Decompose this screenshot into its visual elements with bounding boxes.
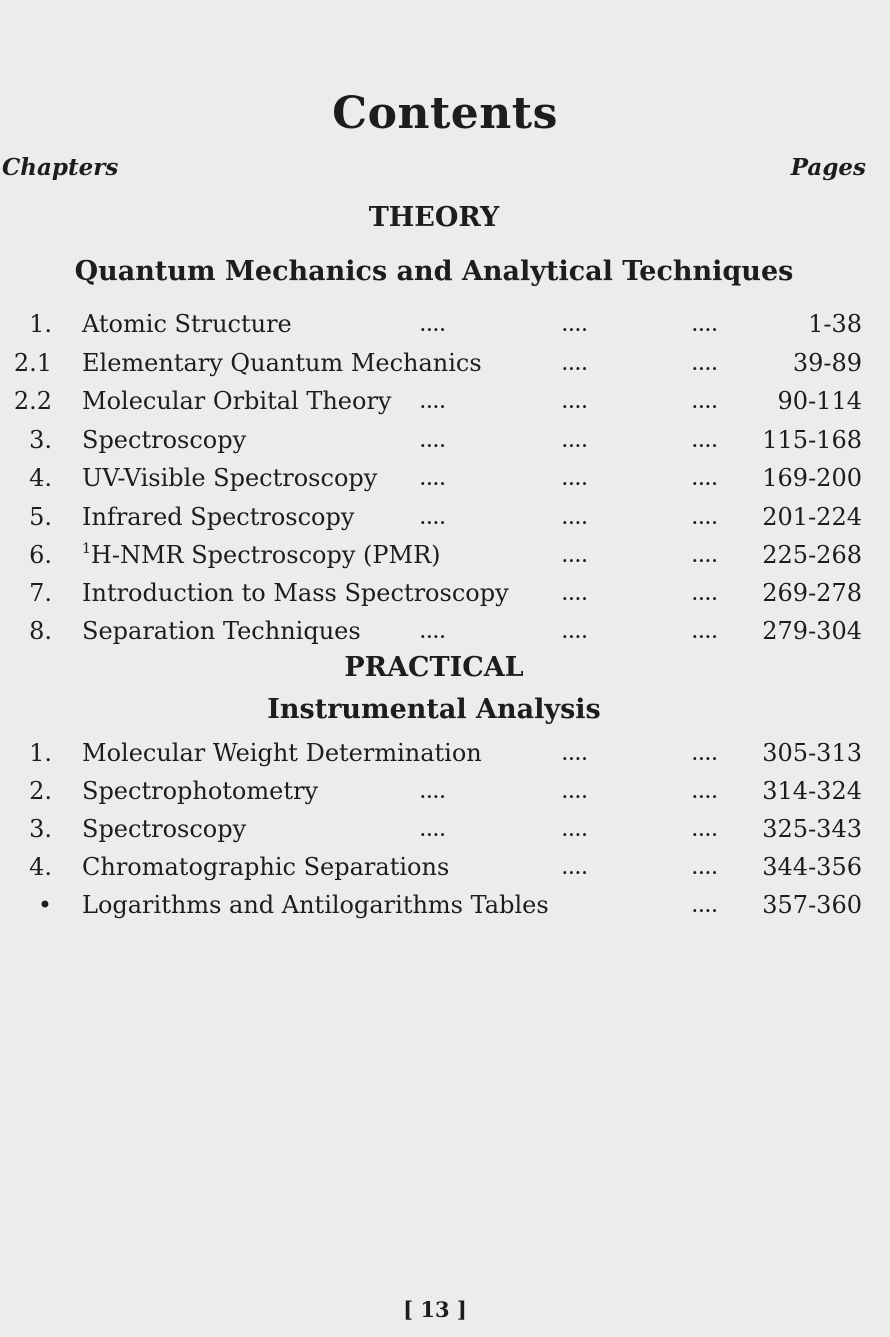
chapter-title bbox=[82, 536, 441, 574]
chapter-number: 6. bbox=[29, 541, 52, 569]
page-range: 169-200 bbox=[762, 464, 862, 492]
chapter-number: 1. bbox=[29, 310, 52, 338]
page-range: 344-356 bbox=[762, 853, 862, 881]
leader-dots: .... bbox=[562, 623, 589, 642]
page-range: 115-168 bbox=[762, 426, 862, 454]
chapter-title: Infrared Spectroscopy bbox=[82, 503, 355, 531]
leader-dots: .... bbox=[562, 585, 589, 604]
chapter-title: Atomic Structure bbox=[82, 310, 292, 338]
chapter-number: 3. bbox=[29, 426, 52, 454]
leader-dots: .... bbox=[692, 547, 719, 566]
chapter-title: Logarithms and Antilogarithms Tables bbox=[82, 891, 549, 919]
page-range: 225-268 bbox=[762, 541, 862, 569]
chapter-number: 2.2 bbox=[13, 387, 52, 415]
leader-dots: .... bbox=[562, 821, 589, 840]
chapter-number: 7. bbox=[29, 579, 52, 607]
chapter-title: Elementary Quantum Mechanics bbox=[82, 349, 482, 377]
page-range: 269-278 bbox=[762, 579, 862, 607]
page-range: 90-114 bbox=[777, 387, 862, 415]
leader-dots: .... bbox=[562, 547, 589, 566]
superscript-one: 1 bbox=[82, 541, 91, 557]
leader-dots: .... bbox=[420, 821, 447, 840]
chapter-title: Introduction to Mass Spectroscopy bbox=[82, 579, 509, 607]
chapter-title: Molecular Weight Determination bbox=[82, 739, 482, 767]
toc-row[interactable] bbox=[0, 734, 890, 772]
toc-row[interactable] bbox=[0, 382, 890, 420]
leader-dots: .... bbox=[562, 509, 589, 528]
chapter-title: UV-Visible Spectroscopy bbox=[82, 464, 378, 492]
toc-row[interactable] bbox=[0, 886, 890, 924]
leader-dots: .... bbox=[692, 355, 719, 374]
page-range: 279-304 bbox=[762, 617, 862, 645]
page-range: 305-313 bbox=[762, 739, 862, 767]
leader-dots: .... bbox=[692, 470, 719, 489]
leader-dots: .... bbox=[692, 897, 719, 916]
toc-row[interactable] bbox=[0, 344, 890, 382]
page-range: 1-38 bbox=[808, 310, 862, 338]
leader-dots: .... bbox=[420, 783, 447, 802]
bullet-marker: • bbox=[37, 891, 52, 919]
leader-dots: .... bbox=[692, 745, 719, 764]
chapter-title: Chromatographic Separations bbox=[82, 853, 450, 881]
leader-dots: .... bbox=[562, 355, 589, 374]
chapter-title: Spectroscopy bbox=[82, 815, 247, 843]
leader-dots: .... bbox=[692, 316, 719, 335]
chapter-number: 2. bbox=[29, 777, 52, 805]
page-range: 201-224 bbox=[762, 503, 862, 531]
toc-row[interactable] bbox=[0, 536, 890, 574]
chapter-title: Molecular Orbital Theory bbox=[82, 387, 392, 415]
toc-row[interactable] bbox=[0, 574, 890, 612]
chapter-number: 2.1 bbox=[13, 349, 52, 377]
toc-row[interactable] bbox=[0, 459, 890, 497]
chapter-number: 8. bbox=[29, 617, 52, 645]
toc-row[interactable] bbox=[0, 810, 890, 848]
leader-dots: .... bbox=[562, 745, 589, 764]
leader-dots: .... bbox=[692, 821, 719, 840]
leader-dots: .... bbox=[420, 316, 447, 335]
leader-dots: .... bbox=[692, 509, 719, 528]
chapter-number: 4. bbox=[29, 853, 52, 881]
leader-dots: .... bbox=[420, 509, 447, 528]
leader-dots: .... bbox=[692, 432, 719, 451]
toc-row[interactable] bbox=[0, 612, 890, 650]
toc-row[interactable] bbox=[0, 305, 890, 343]
toc-row[interactable] bbox=[0, 498, 890, 536]
leader-dots: .... bbox=[420, 393, 447, 412]
chapter-number: 4. bbox=[29, 464, 52, 492]
page-title: Contents bbox=[332, 88, 558, 139]
leader-dots: .... bbox=[562, 432, 589, 451]
practical-heading: PRACTICAL bbox=[344, 652, 524, 683]
toc-row[interactable] bbox=[0, 772, 890, 810]
page-number-footer: [ 13 ] bbox=[403, 1297, 467, 1322]
leader-dots: .... bbox=[692, 859, 719, 878]
leader-dots: .... bbox=[420, 623, 447, 642]
chapter-number: 5. bbox=[29, 503, 52, 531]
leader-dots: .... bbox=[692, 585, 719, 604]
leader-dots: .... bbox=[692, 623, 719, 642]
page-range: 357-360 bbox=[762, 891, 862, 919]
chapter-title-text: H-NMR Spectroscopy (PMR) bbox=[90, 541, 441, 569]
leader-dots: .... bbox=[420, 470, 447, 489]
chapter-title: Spectrophotometry bbox=[82, 777, 319, 805]
chapter-title: Separation Techniques bbox=[82, 617, 361, 645]
leader-dots: .... bbox=[420, 432, 447, 451]
leader-dots: .... bbox=[562, 470, 589, 489]
leader-dots: .... bbox=[562, 393, 589, 412]
theory-subheading: Quantum Mechanics and Analytical Techniques bbox=[74, 256, 794, 287]
chapter-title: Spectroscopy bbox=[82, 426, 247, 454]
page-range: 325-343 bbox=[762, 815, 862, 843]
toc-row[interactable] bbox=[0, 848, 890, 886]
chapters-column-header: Chapters bbox=[2, 154, 119, 181]
practical-subheading: Instrumental Analysis bbox=[267, 694, 601, 725]
leader-dots: .... bbox=[562, 859, 589, 878]
toc-row[interactable] bbox=[0, 421, 890, 459]
pages-column-header: Pages bbox=[790, 154, 866, 181]
leader-dots: .... bbox=[692, 783, 719, 802]
theory-heading: THEORY bbox=[368, 202, 500, 233]
page-range: 39-89 bbox=[792, 349, 862, 377]
chapter-number: 1. bbox=[29, 739, 52, 767]
chapter-number: 3. bbox=[29, 815, 52, 843]
leader-dots: .... bbox=[562, 783, 589, 802]
leader-dots: .... bbox=[692, 393, 719, 412]
leader-dots: .... bbox=[562, 316, 589, 335]
page-range: 314-324 bbox=[762, 777, 862, 805]
